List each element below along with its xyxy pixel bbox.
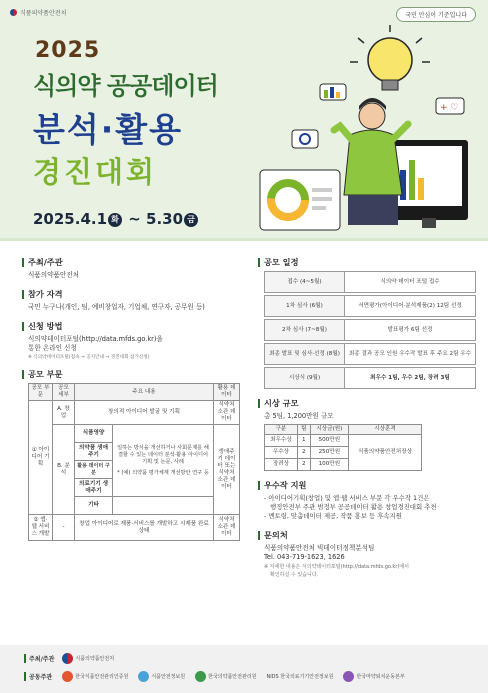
section-title: 공모 일정 — [258, 258, 478, 267]
schedule-label: 시상식 (9월) — [265, 368, 345, 389]
table-cell: 창의적 아이디어 발굴 및 기획 — [75, 401, 214, 425]
schedule-value: 발표평가 6팀 선정 — [345, 320, 476, 341]
footer-label: 주최/주관 — [24, 654, 54, 663]
svg-text:+ ♡: + ♡ — [440, 103, 459, 113]
schedule-row — [265, 368, 476, 389]
table-cell: B. 분석 — [53, 425, 75, 515]
org-logo-icon — [62, 671, 73, 682]
section-contact — [258, 531, 478, 578]
section-host — [22, 258, 247, 280]
year: 2025 — [35, 38, 101, 63]
table-header: 시상훈격 — [349, 425, 422, 435]
date-end: ~ 5.30 — [123, 210, 184, 228]
schedule-value: 최종 결과 공모 인원 우수작 발표 후 주요 2팀 우수 — [345, 344, 476, 365]
table-cell: 식약처 소관 데이터 — [214, 515, 240, 541]
title-line-2: 분석·활용 — [33, 110, 184, 149]
footer-org — [62, 671, 128, 682]
section-body: 식품의약품안전처 — [28, 271, 79, 279]
table-cell: 2 — [297, 447, 310, 459]
schedule-row — [265, 272, 476, 293]
table-header: 공모 부문 — [29, 384, 53, 401]
section-title: 신청 방법 — [22, 322, 247, 331]
section-note: 확인하실 수 있습니다. — [270, 572, 319, 578]
table-cell — [113, 425, 214, 497]
table-cell: 1 — [297, 435, 310, 447]
table-cell: - — [53, 515, 75, 541]
footer-org — [138, 671, 185, 682]
table-row — [265, 435, 422, 447]
monitor-icon — [390, 140, 468, 228]
schedule-label: 최종 발표 및 심사·선정 (8월) — [265, 344, 345, 365]
footer-org — [195, 671, 256, 682]
support-item: - 멘토링, 맞춤데이터 제공, 작품 홍보 등 후속지원 — [264, 512, 402, 520]
section-body: 총 5팀, 1,200만원 규모 — [264, 412, 334, 420]
slogan-badge: 국민 안심이 기준입니다 — [396, 7, 476, 22]
schedule-value: 최우수 1팀, 우수 2팀, 장려 3팀 — [345, 368, 476, 389]
table-cell: 의료기기 생애주기 — [75, 479, 113, 497]
footer-org-name: 한국의약품안전관리원 — [208, 674, 257, 680]
table-cell: A. 창업 — [53, 401, 75, 425]
schedule-label: 2차 심사 (7~8월) — [265, 320, 345, 341]
table-cell: 식약처 소관 데이터 — [214, 401, 240, 425]
section-title: 우수작 지원 — [258, 481, 478, 490]
prize-table — [264, 424, 422, 471]
table-cell — [75, 443, 113, 461]
banner-divider — [0, 238, 488, 241]
footer-org — [343, 671, 404, 682]
table-cell: 장려상 — [265, 459, 298, 471]
table-header: 활용 데이터 — [214, 384, 240, 401]
table-row — [29, 401, 240, 425]
footer-org-name: 식품안전정보원 — [151, 674, 186, 680]
government-emblem-icon — [10, 9, 17, 16]
person-icon — [334, 98, 408, 225]
schedule-label: 1차 심사 (6월) — [265, 296, 345, 317]
table-cell: 창업 아이디어로 제품·서비스를 개발하고 시제품 완료 상태 — [75, 515, 214, 541]
section-title: 문의처 — [258, 531, 478, 540]
table-cell: ② 앱·웹 서비스 개발 — [29, 515, 53, 541]
table-header: 주요 내용 — [75, 384, 214, 401]
table-cell: 식품영양 — [75, 425, 113, 443]
left-column — [22, 258, 247, 551]
footer-org-name: NIDS 한국의료기기안전정보원 — [266, 674, 334, 680]
section-title: 시상 규모 — [258, 399, 478, 408]
schedule-value: 서면평가(아이디어·분석제품(2) 12팀 선정 — [345, 296, 476, 317]
section-body: 통한 온라인 신청 — [28, 344, 77, 352]
cell-text: 일하는 방식을 개선하거나 사회문제를 해결할 수 있는 데이터 분석·활용 아이디어 기획 및 논문, 사례 — [117, 444, 209, 465]
schedule-table — [264, 271, 476, 389]
section-categories — [22, 370, 247, 541]
table-header: 시상금(원) — [310, 425, 348, 435]
hero-banner — [0, 0, 488, 240]
table-cell: 100만원 — [310, 459, 348, 471]
data-analysis-illustration-icon — [240, 20, 480, 240]
footer-org — [62, 653, 114, 664]
section-body: 국민 누구나(개인, 팀, 예비창업자, 기업체, 연구자, 공무원 등) — [28, 303, 205, 311]
day-badge: 금 — [184, 213, 198, 227]
table-cell: 활용 데이터 구분 — [75, 461, 113, 479]
table-cell: 250만원 — [310, 447, 348, 459]
contact-line: 식품의약품안전처 빅데이터정책분석팀 — [264, 544, 375, 552]
date-start: 2025.4.1 — [33, 210, 108, 228]
footer-host-row — [24, 653, 114, 664]
table-header: 구분 — [265, 425, 298, 435]
table-cell: 500만원 — [310, 435, 348, 447]
footer-org-name: 식품의약품안전처 — [75, 656, 115, 662]
section-eligibility — [22, 290, 247, 312]
org-logo-icon — [343, 671, 354, 682]
table-row — [29, 425, 240, 443]
section-note: ※ 식의약데이터포털(접속 → 공지안내 → 경진대회 참가신청) — [28, 355, 150, 360]
schedule-row — [265, 296, 476, 317]
cell-text: * (예) 의약품 평가체계 개선방안 연구 등 — [117, 469, 209, 476]
right-column — [258, 258, 478, 588]
table-cell: 기타 — [75, 497, 113, 515]
org-logo — [10, 8, 66, 17]
org-logo-icon — [195, 671, 206, 682]
footer-org — [266, 673, 333, 680]
section-apply — [22, 322, 247, 360]
org-name: 식품의약품안전처 — [20, 10, 67, 17]
schedule-value: 식의약 데이터 포털 접수 — [345, 272, 476, 293]
schedule-row — [265, 320, 476, 341]
table-cell: 생애주기 데이터 또는 식약처 소관 데이터 — [214, 425, 240, 515]
day-badge: 화 — [108, 213, 122, 227]
section-support — [258, 481, 478, 521]
table-header: 공모 세부 — [53, 384, 75, 401]
footer-label: 공동주관 — [24, 672, 52, 681]
section-body: 식의약데이터포털(http://data.mfds.go.kr)을 — [28, 335, 163, 343]
org-logo-icon — [138, 671, 149, 682]
table-cell: 식품의약품안전처장상 — [349, 435, 422, 471]
categories-table — [28, 383, 240, 541]
government-emblem-icon — [62, 653, 73, 664]
footer-org-name: 한국식품안전관리인증원 — [75, 674, 129, 680]
support-item: 행정안전부 주관 범정부 공공데이터 활용 창업경진대회 추천 — [270, 503, 437, 511]
event-date — [33, 210, 199, 228]
table-cell: ① 아이디어 기획 — [29, 401, 53, 515]
schedule-row — [265, 344, 476, 365]
schedule-label: 접수 (4~5월) — [265, 272, 345, 293]
table-cell: 최우수상 — [265, 435, 298, 447]
contact-phone: Tel. 043-719-1623, 1626 — [264, 553, 345, 561]
section-schedule — [258, 258, 478, 389]
donut-chart-card-icon — [260, 170, 340, 230]
table-header: 팀 — [297, 425, 310, 435]
lightbulb-icon — [350, 25, 430, 90]
table-header-row — [29, 384, 240, 401]
support-item: - 아이디어기획(창업) 및 앱·웹 서비스 부문 각 우수작 1건은 — [264, 494, 430, 502]
section-note: ※ 자세한 내용은 식의약데이터포털(http://data.mfds.go.kr)에서 — [264, 564, 409, 570]
footer-cohost-row — [24, 671, 405, 682]
table-cell — [113, 497, 214, 515]
section-title: 공모 부문 — [22, 370, 247, 379]
table-header-row — [265, 425, 422, 435]
table-cell: 2 — [297, 459, 310, 471]
section-prize — [258, 399, 478, 471]
table-cell: 우수상 — [265, 447, 298, 459]
table-row — [29, 515, 240, 541]
cell-text: 의약품 생애주기 — [79, 444, 108, 458]
footer-org-name: 한국마약퇴치운동본부 — [356, 674, 405, 680]
title-line-3: 경진대회 — [33, 155, 158, 189]
section-title: 참가 자격 — [22, 290, 247, 299]
section-title: 주최/주관 — [22, 258, 247, 267]
title-line-1: 식의약 공공데이터 — [33, 72, 218, 100]
